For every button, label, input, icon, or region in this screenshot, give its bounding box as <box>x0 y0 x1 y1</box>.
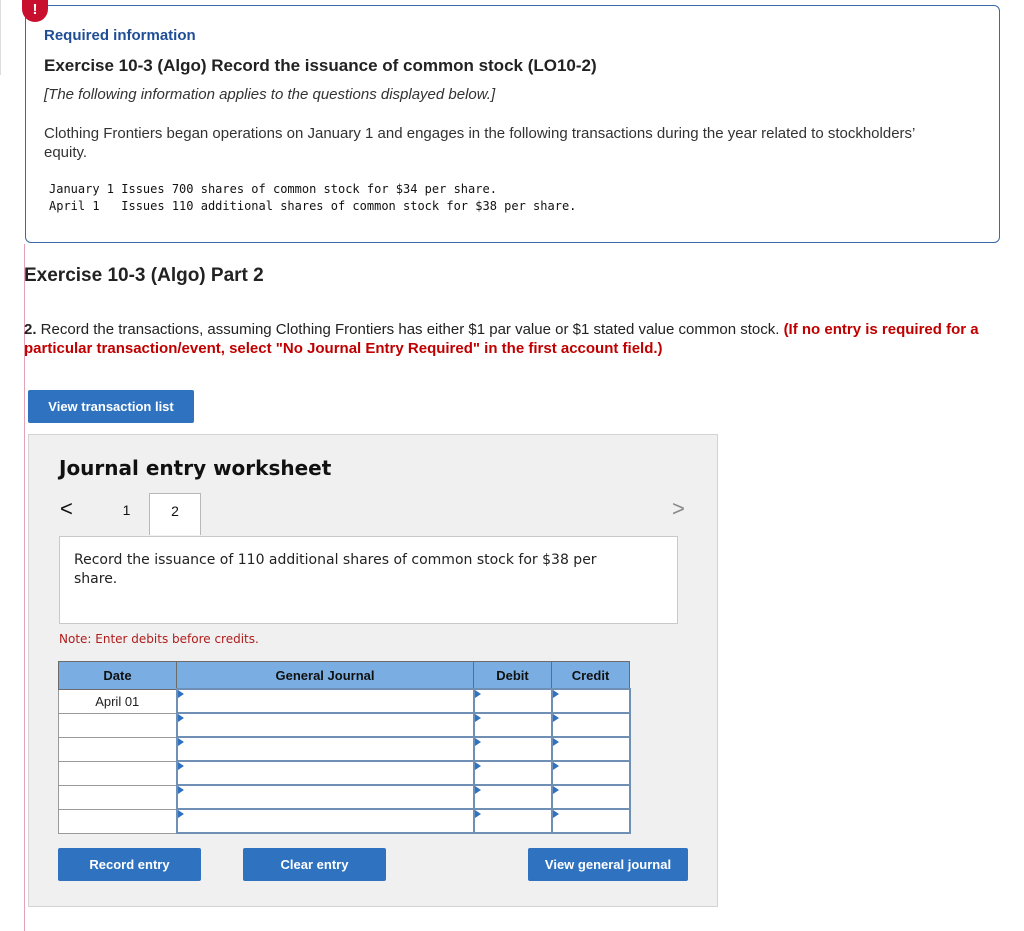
transaction-list <box>49 181 576 215</box>
prompt-text: Record the issuance of 110 additional shares of common stock for $38 per share. <box>74 552 597 587</box>
account-input[interactable] <box>177 689 474 713</box>
credit-input[interactable] <box>552 785 630 809</box>
credit-input[interactable] <box>552 761 630 785</box>
intro-text: Clothing Frontiers began operations on January 1 and engages in the following transactions during the year related to stockholders’ equity. <box>44 125 915 161</box>
journal-entry-worksheet <box>28 434 718 907</box>
account-input[interactable] <box>177 713 474 737</box>
credit-input[interactable] <box>552 809 630 833</box>
debit-input[interactable] <box>474 713 552 737</box>
chevron-right-icon[interactable]: > <box>672 496 685 521</box>
left-edge-line <box>0 0 1 75</box>
table-row <box>59 737 630 761</box>
date-cell[interactable] <box>59 737 177 761</box>
credit-input[interactable] <box>552 737 630 761</box>
table-row <box>59 689 630 713</box>
debit-input[interactable] <box>474 737 552 761</box>
journal-table <box>58 661 631 834</box>
part-title: Exercise 10-3 (Algo) Part 2 <box>24 265 264 286</box>
alert-icon: ! <box>22 0 48 22</box>
date-cell[interactable] <box>59 761 177 785</box>
clear-entry-button[interactable]: Clear entry <box>243 848 386 881</box>
question-number: 2. <box>24 321 37 338</box>
applies-note: [The following information applies to the questions displayed below.] <box>44 86 496 103</box>
account-input[interactable] <box>177 785 474 809</box>
transaction-line: April 1 Issues 110 additional shares of common stock for $38 per share. <box>49 199 577 213</box>
debit-input[interactable] <box>474 761 552 785</box>
view-transaction-list-button[interactable]: View transaction list <box>28 390 194 423</box>
debit-input[interactable] <box>474 689 552 713</box>
table-row <box>59 809 630 833</box>
credit-input[interactable] <box>552 713 630 737</box>
date-cell[interactable] <box>59 713 177 737</box>
view-general-journal-button[interactable]: View general journal <box>528 848 688 881</box>
account-input[interactable] <box>177 761 474 785</box>
table-row <box>59 761 630 785</box>
credit-column-header: Credit <box>552 662 630 690</box>
exercise-title: Exercise 10-3 (Algo) Record the issuance of common stock (LO10-2) <box>44 56 597 75</box>
debit-input[interactable] <box>474 785 552 809</box>
tab-1[interactable]: 1 <box>122 502 131 518</box>
date-cell[interactable] <box>59 785 177 809</box>
chevron-left-icon[interactable]: < <box>60 496 73 521</box>
tab-2[interactable]: 2 <box>149 493 201 535</box>
table-row <box>59 785 630 809</box>
prompt-box <box>59 536 678 624</box>
date-cell[interactable]: April 01 <box>59 689 177 713</box>
date-cell[interactable] <box>59 809 177 833</box>
debit-column-header: Debit <box>474 662 552 690</box>
worksheet-title: Journal entry worksheet <box>59 456 332 480</box>
debit-credit-note: Note: Enter debits before credits. <box>59 632 259 646</box>
required-info-heading: Required information <box>44 27 196 44</box>
general-journal-column-header: General Journal <box>177 662 474 690</box>
credit-input[interactable] <box>552 689 630 713</box>
date-column-header: Date <box>59 662 177 690</box>
instruction-warning: (If no entry is required for a particular transaction/event, select "No Journal Entry Required" in the first account field.) <box>24 321 979 357</box>
instruction-text: Record the transactions, assuming Clothing Frontiers has either $1 par value or $1 stated value common stock. <box>36 321 784 338</box>
instructions <box>24 320 999 358</box>
account-input[interactable] <box>177 737 474 761</box>
journal-header-row <box>59 662 630 690</box>
record-entry-button[interactable]: Record entry <box>58 848 201 881</box>
debit-input[interactable] <box>474 809 552 833</box>
transaction-line: January 1 Issues 700 shares of common stock for $34 per share. <box>49 182 497 196</box>
account-input[interactable] <box>177 809 474 833</box>
table-row <box>59 713 630 737</box>
